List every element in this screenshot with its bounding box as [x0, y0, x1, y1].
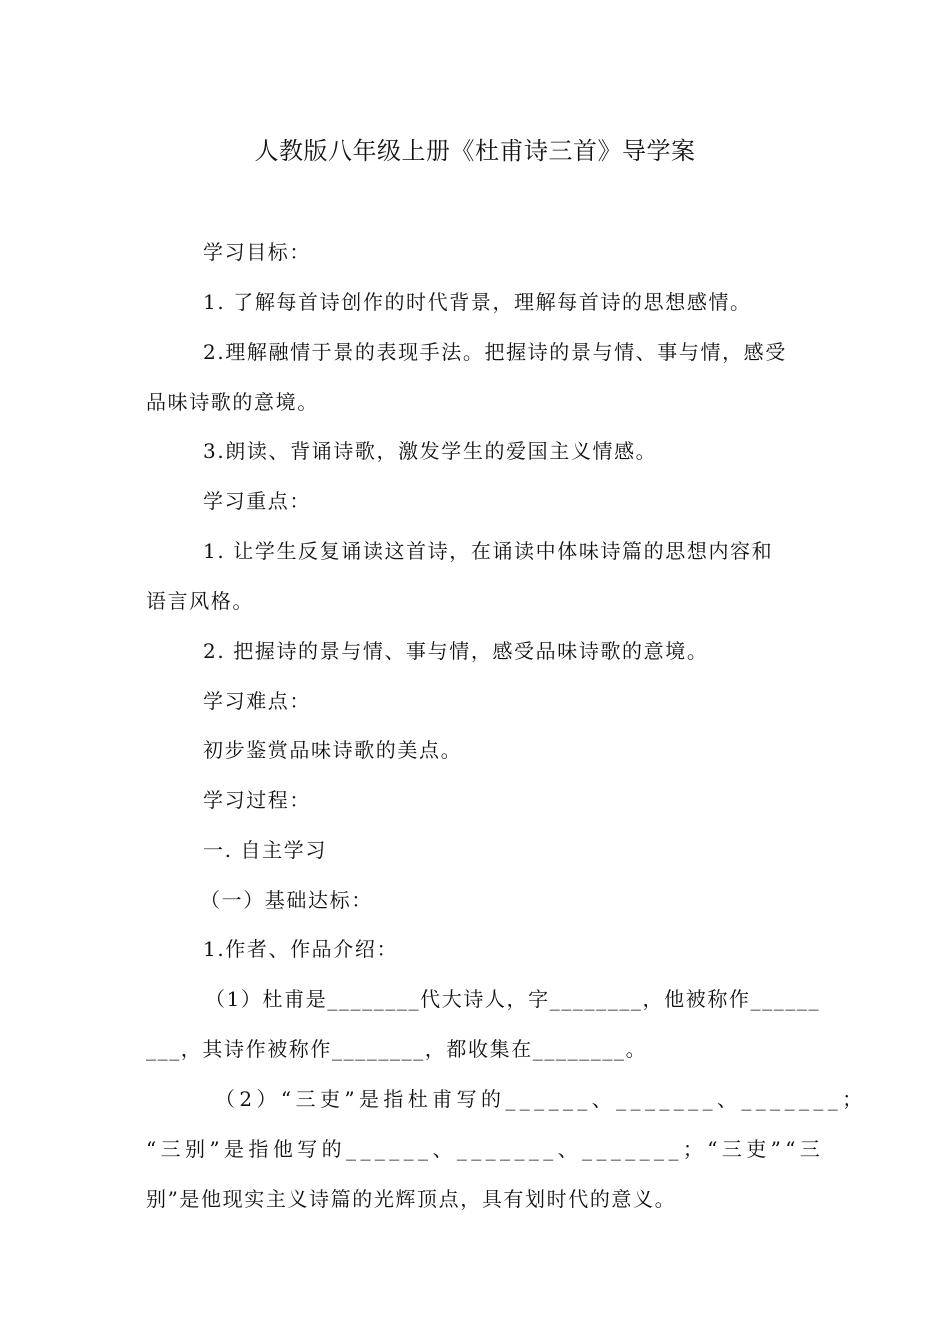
objective-2-continued: 品味诗歌的意境。: [146, 390, 319, 414]
document-title: 人教版八年级上册《杜甫诗三首》导学案: [254, 137, 696, 165]
heading-learning-objectives: 学习目标：: [203, 240, 311, 264]
heading-learning-process: 学习过程：: [203, 788, 311, 812]
difficulty-1: 初步鉴赏品味诗歌的美点。: [203, 738, 463, 762]
item-author-introduction: 1.作者、作品介绍：: [203, 937, 399, 961]
question-2-line-3: 别”是他现实主义诗篇的光辉顶点，具有划时代的意义。: [146, 1187, 677, 1211]
heading-difficulties: 学习难点：: [203, 689, 311, 713]
subsection-basics: （一）基础达标：: [200, 888, 373, 912]
question-1-line-1: （1）杜甫是________代大诗人，字________，他被称作______: [205, 987, 821, 1011]
key-point-2: 2. 把握诗的景与情、事与情，感受品味诗歌的意境。: [203, 639, 709, 663]
key-point-1: 1. 让学生反复诵读这首诗，在诵读中体味诗篇的思想内容和: [203, 539, 774, 563]
objective-3: 3.朗读、背诵诗歌，激发学生的爱国主义情感。: [203, 439, 658, 463]
section-self-study: 一. 自主学习: [203, 838, 327, 862]
question-2-line-1: （2）“三吏”是指杜甫写的______、_______、_______；: [215, 1087, 867, 1111]
question-1-line-2: ___，其诗作被称作________，都收集在________。: [146, 1037, 648, 1061]
objective-2: 2.理解融情于景的表现手法。把握诗的景与情、事与情，感受: [203, 340, 787, 364]
heading-key-points: 学习重点：: [203, 489, 311, 513]
objective-1: 1. 了解每首诗创作的时代背景，理解每首诗的思想感情。: [203, 290, 752, 314]
question-2-line-2: “三别”是指他写的______、_______、_______；“三吏”“三: [146, 1137, 825, 1161]
key-point-1-continued: 语言风格。: [146, 589, 254, 613]
